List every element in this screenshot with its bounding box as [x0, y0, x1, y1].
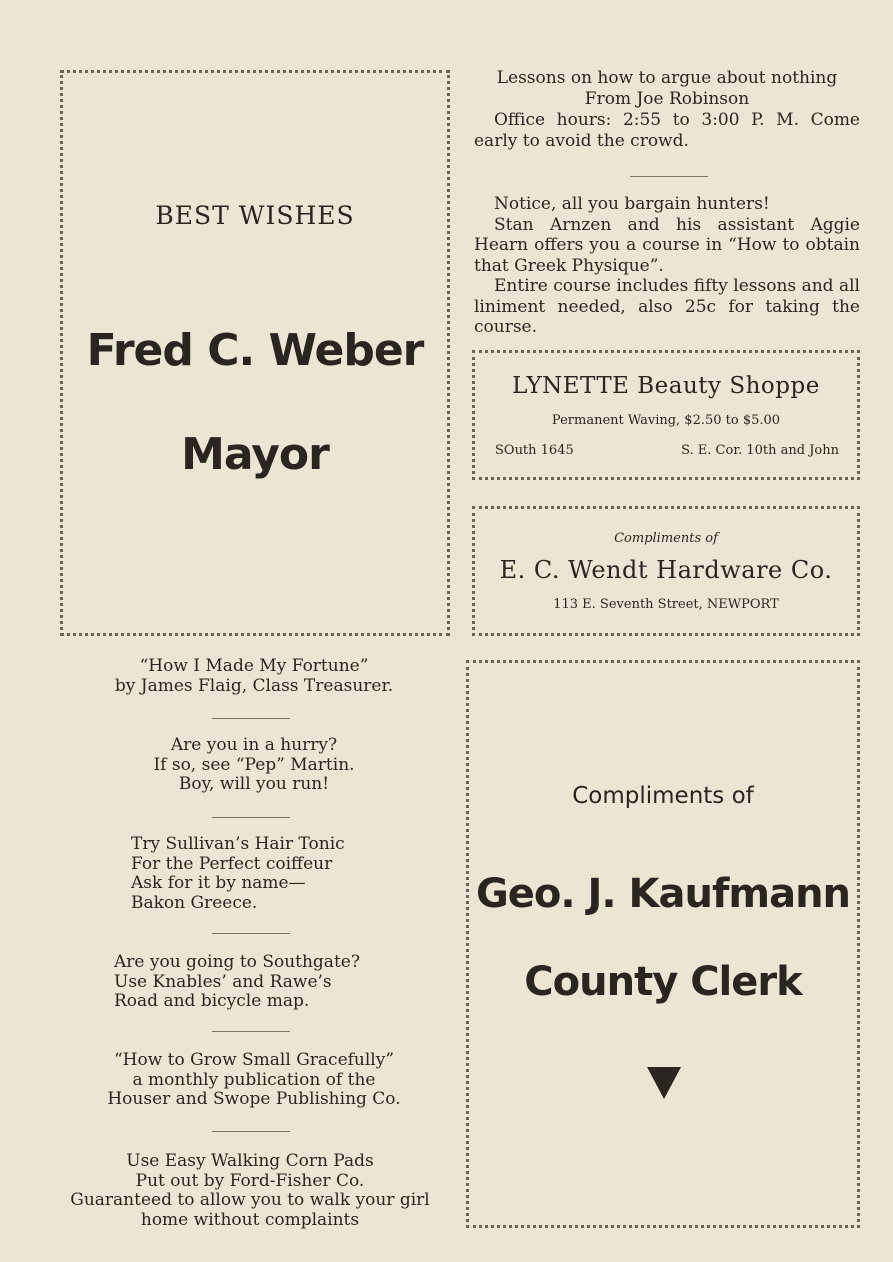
joke-line: Are you going to Southgate?: [114, 952, 360, 972]
lynette-name: LYNETTE Beauty Shoppe: [512, 373, 820, 399]
down-triangle-icon: [647, 1067, 681, 1099]
joke-line: Road and bicycle map.: [114, 991, 310, 1011]
divider: [630, 176, 708, 177]
joke-line: by James Flaig, Class Treasurer.: [114, 675, 394, 696]
weber-greeting: BEST WISHES: [155, 201, 355, 230]
kaufmann-title: County Clerk: [524, 959, 802, 1005]
joke-line: Boy, will you run!: [178, 774, 330, 794]
joke-line: Houser and Swope Publishing Co.: [107, 1089, 401, 1109]
weber-title: Mayor: [181, 429, 329, 480]
divider: [212, 933, 290, 934]
divider: [212, 817, 290, 818]
kaufmann-ad-box: [466, 660, 860, 1228]
joke-line: “How I Made My Fortune”: [139, 656, 369, 676]
arnzen-notice: [474, 194, 860, 338]
joke-3: [131, 835, 431, 913]
joke-line: “How to Grow Small Gracefully”: [113, 1050, 395, 1070]
arnzen-line2: Stan Arnzen and his assistant Aggie Hearn offers you a course in “How to obtain that Greek Physique”.: [474, 214, 860, 276]
wendt-compliments: Compliments of: [614, 531, 718, 546]
joke-line: If so, see “Pep” Martin.: [153, 754, 355, 775]
joke-6: [50, 1152, 450, 1230]
wendt-address: 113 E. Seventh Street, NEWPORT: [553, 597, 779, 612]
joke-line: For the Perfect coiffeur: [131, 853, 333, 874]
joke-line: Guaranteed to allow you to walk your girl: [70, 1190, 430, 1210]
lynette-ad-box: [472, 350, 860, 480]
joke-line: home without complaints: [140, 1209, 360, 1230]
divider: [212, 1131, 290, 1132]
joke-line: Put out by Ford-Fisher Co.: [135, 1170, 365, 1191]
divider: [212, 718, 290, 719]
robinson-line3: Office hours: 2:55 to 3:00 P. M. Come early to avoid the crowd.: [474, 110, 860, 151]
joke-line: Are you in a hurry?: [170, 735, 338, 755]
wendt-name: E. C. Wendt Hardware Co.: [499, 556, 833, 584]
robinson-line1: Lessons on how to argue about nothing: [496, 68, 838, 88]
joke-1: [56, 657, 452, 696]
joke-5: [56, 1051, 452, 1110]
wendt-ad-box: [472, 506, 860, 636]
joke-4: [114, 953, 434, 1012]
lynette-phone: SOuth 1645: [495, 443, 574, 458]
weber-name: Fred C. Weber: [86, 325, 424, 376]
kaufmann-name: Geo. J. Kaufmann: [475, 871, 851, 917]
robinson-notice: [474, 68, 860, 152]
joke-line: Use Knables’ and Rawe’s: [114, 971, 332, 992]
joke-line: Try Sullivan’s Hair Tonic: [131, 834, 345, 854]
arnzen-line3: Entire course includes fifty lessons and all liniment needed, also 25c for taking the course.: [474, 276, 860, 337]
joke-line: a monthly publication of the: [132, 1069, 376, 1090]
robinson-line2: From Joe Robinson: [584, 89, 750, 109]
arnzen-line1: Notice, all you bargain hunters!: [494, 194, 770, 214]
joke-line: Use Easy Walking Corn Pads: [126, 1151, 374, 1171]
divider: [212, 1031, 290, 1032]
joke-line: Ask for it by name—: [131, 873, 306, 893]
kaufmann-compliments: Compliments of: [572, 783, 754, 809]
weber-ad-box: [60, 70, 450, 636]
lynette-service: Permanent Waving, $2.50 to $5.00: [551, 413, 781, 428]
joke-line: Bakon Greece.: [131, 892, 258, 913]
joke-2: [56, 736, 452, 795]
lynette-address: S. E. Cor. 10th and John: [681, 443, 839, 458]
